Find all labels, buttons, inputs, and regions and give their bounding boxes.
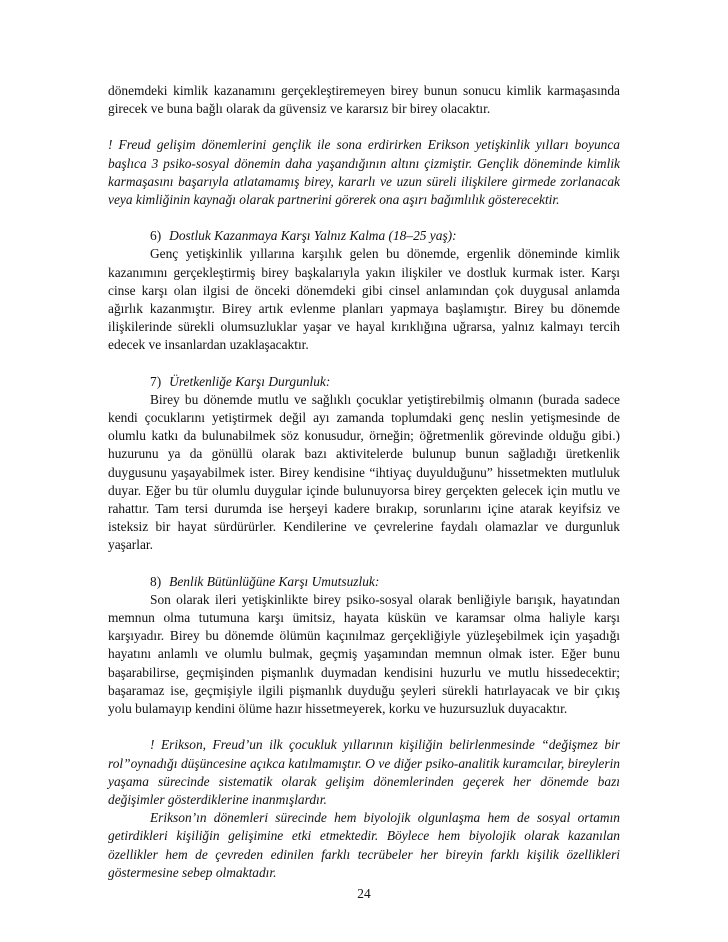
heading-stage-6-number: 6) [150, 228, 162, 244]
document-page [108, 82, 620, 882]
heading-stage-7-title: Üretkenliğe Karşı Durgunluk: [169, 373, 331, 389]
note-erikson-stages: Erikson’ın dönemleri sürecinde hem biyolojik olgunlaşma hem de sosyal ortamın getirdikleri kişiliğin gelişimine etki etmektedir. Böylece hem biyolojik olarak kazanılan özellikler hem de çevreden edinilen farklı tecrübeler her bireyin farklı kişilik özellikleri göstermesine sebep olmaktadır. [108, 810, 620, 880]
note-erikson-freud: ! Erikson, Freud’un ilk çocukluk yıllarının kişiliğin belirlenmesinde “değişmez bir rol”oynadığı düşüncesine açıkca katılmamıştır. O ve diğer psiko-analitik kuramcılar, bireylerin yaşama sürecinde sistematik olarak gelişim dönemlerinden geçerek her dönemde bazı değişimler gösterdiklerine inanmışlardır. [108, 737, 620, 807]
paragraph-intro: dönemdeki kimlik kazanamını gerçekleştiremeyen birey bunun sonucu kimlik karmaşasında girecek ve buna bağlı olarak da güvensiz ve kararsız bir birey olacaktır. [108, 83, 620, 117]
heading-stage-8-title: Benlik Bütünlüğüne Karşı Umutsuzluk: [169, 573, 380, 589]
paragraph-stage-6: Genç yetişkinlik yıllarına karşılık gelen bu dönemde, ergenlik döneminde kimlik kazanımını gerçekleştirmiş birey başkalarıyla yakın ilişkiler ve dostluk kurmak ister. Karşı cinse karşı olan ilgisi de önceki dönemdeki gibi cinsel anlamından çok duygusal anlamda ağırlık kazanmıştır. Birey artık evlenme planları yapmaya başlamıştır. Birey bu dönemde ilişkilerinde sürekli olumsuzluklar yaşar ve hayal kırıklığına uğrarsa, yalnız kalmayı tercih edecek ve insanlardan uzaklaşacaktır. [108, 246, 620, 353]
heading-stage-7 [108, 373, 620, 391]
heading-stage-7-number: 7) [150, 373, 162, 389]
heading-stage-6-title: Dostluk Kazanmaya Karşı Yalnız Kalma (18–25 yaş): [169, 228, 457, 244]
heading-stage-8-number: 8) [150, 573, 162, 589]
heading-stage-8 [108, 573, 620, 591]
page-number: 24 [357, 886, 371, 901]
heading-stage-6 [108, 227, 620, 245]
paragraph-stage-8: Son olarak ileri yetişkinlikte birey psiko-sosyal olarak benliğiyle barışık, hayatından memnun olma tutumuna karşı ümitsiz, hayata küskün ve karamsar olma haliyle karşı karşıyadır. Birey bu dönemde ölümün kaçınılmaz gerçekliğiyle yüzleşebilmek için yaşadığı hayatını anlamlı ve olumlu bulmak, geçmiş yaşamından memnun olmak ister. Eğer bunu başarabilirse, geçmişinden pişmanlık duymadan kendisini huzurlu ve mutlu hissedecektir; başaramaz ise, geçmişiyle ilgili pişmanlık duyduğu şeyleri sürekli hatırlayacak ve bir çıkış yolu bulamayıp kendini ölüme hazır hissetmeyerek, korku ve huzursuzluk duyacaktır. [108, 591, 620, 717]
paragraph-stage-7: Birey bu dönemde mutlu ve sağlıklı çocuklar yetiştirebilmiş olmanın (burada sadece kendi çocuklarını yetiştirmek değil ayı zamanda toplumdaki genç neslin yetişmesinde de olumlu katkı da bulunabilmek söz konusudur, örneğin; öğretmenlik görevinde olduğu gibi.) huzurunu ya da gönüllü olarak bazı aktivitelerde bulunup bunun sağladığı üretkenlik duygusunu yaşayabilmek ister. Birey kendisine “ihtiyaç duyulduğunu” hissetmekten mutluluk duyar. Eğer bu tür olumlu duygular içinde bulunuyorsa birey gerçekten gelecek için mutlu ve rahattır. Tam tersi durumda ise herşeyi kadere bırakıp, sorunlarını içine atarak keyifsiz ve isteksiz bir hayat sürdürürler. Kendilerine ve çevrelerine faydalı olamazlar ve durgunluk yaşarlar. [108, 391, 620, 553]
note-freud-erikson: ! Freud gelişim dönemlerini gençlik ile sona erdirirken Erikson yetişkinlik yılları boyunca başlıca 3 psiko-sosyal dönemin daha yaşandığının altını çizmiştir. Gençlik döneminde kimlik karmaşasını başarıyla atlatamamış birey, kararlı ve uzun süreli ilişkilere girmede zorlanacak veya kimliğinin kaynağı olarak partnerini görerek ona aşırı bağımlılık gösterecektir. [108, 137, 620, 208]
